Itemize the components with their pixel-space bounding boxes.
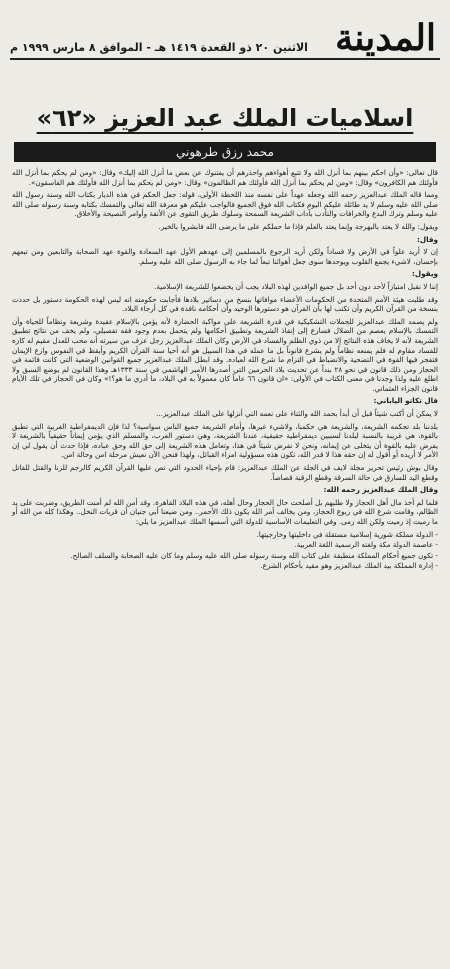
- list-item: - عاصمة الدولة مكة ولغته الرسمية اللغة العربية.: [294, 540, 438, 550]
- author-byline: محمد رزق طرهوني: [14, 142, 436, 162]
- article-title: اسلاميات الملك عبد العزيز «٦٢»: [36, 104, 414, 132]
- paragraph: ومما قاله الملك عبدالعزيز رحمه الله وجعله عهداً على نفسه منذ اللحظة الأولى، قوله: جعل الحكم في هذه الديار بكتاب الله وسنة رسول الله صلى الله عليه وسلم لا يد طائلة عليكم اليوم فكتاب الله فوق الجميع فالواجب عليكم هو معرفة الله تعالى والتمسك بكتابه وسنة رسوله صلى الله عليه وسلم وترك البدع والخرافات والتأدب بآداب الشريعة السمحة وسلوك طريق التقوى عن الأنفة وأوامر النصيحة والأخلاق.: [12, 190, 438, 219]
- dateline: الاثنين ٢٠ ذو القعدة ١٤١٩ هـ - الموافق ٨ مارس ١٩٩٩ م: [10, 41, 308, 54]
- list-item: - إدارة المملكة بيد الملك عبدالعزيز وهو مقيد بأحكام الشرع.: [260, 561, 438, 571]
- paragraph-heading: قال تكاتو الياباني:: [373, 396, 438, 406]
- paragraph: وقال بوش رئيس تحرير مجلة لايف في الجلة عن الملك عبدالعزيز: قام بإحياء الحدود التي نص عليها القرآن الكريم كالرجم للزنا والقتل للقاتل وقطع اليد للسارق في حالة السرقة وقطع الرقبة قصاصاً.: [12, 463, 438, 482]
- list-item: - الدولة مملكة شورية إسلامية مستقلة في داخليتها وخارجيتها.: [256, 529, 438, 539]
- paragraph: لا يمكن أن أكتب شيئاً قبل أن أبدأ بحمد الله والثناء على نعمه التي أنزلها على الملك عبدالعزيز...: [156, 409, 438, 419]
- paragraph-heading: وقال الملك عبدالعزيز رحمه الله:: [323, 485, 438, 495]
- paragraph: إن لا أريد علواً في الأرض ولا فساداً ولكن أريد الرجوع بالمسلمين إلى عهدهم الأول عهد السعادة والقوة عهد الصحابة والتابعين ومن تبعهم بإحسان، لاشيء يجمع القلوب ويوحدها سوى جعل أهوائنا تبعاً لما جاء به الرسول صلى الله عليه وسلم.: [12, 247, 438, 266]
- masthead: [10, 6, 440, 60]
- paragraph: فلما لم أخذ مال أهل الحجاز ولا طلبهم بل أصلحت حال الحجاز وحال أهله، في هذه البلاد القاهرة. وقد أمن الله لم أمنت الطريق، وضربت على يد الظالم، وقامت شرع الله في ربوع الحجاز، ومن يخالف أمر الله يكون ذلك الأحمر.. ومن ضيعنا أبي جنيان أن قربات النخل.. وهكذا كله من الله أو ما رميت إذ رميت ولكن الله رمى. وفي التعليمات الأساسية للدولة التي أسسها الملك عبدالعزيز ما يلي:: [12, 497, 438, 526]
- paragraph: وقد طلبت هيئة الأمم المتحدة من الحكومات الأعضاء موافاتها بنسخ من دساتير بلادها فأجابت حكومته انه ليس لهذه الحكومة دستور بل حددت بنسخة من القرآن الكريم وأن تكتب لها بأن القرآن هو دستورها الوحيد وأن أحكامه نافذة في كل أرجاء البلاد.: [12, 294, 438, 314]
- paragraph-heading: وقال:: [417, 234, 438, 244]
- paragraph: إننا لا نقبل امتيازاً لأحد دون أحد بل جميع الوافدين لهذه البلاد يجب أن يخضعوا للشريعة الإسلامية.: [154, 281, 438, 291]
- paragraph: ولم يصمد الملك عبدالعزيز للحملات التشكيكية في قدرة الشريعة على مواكبة الحضارة لأنه يؤمن بالإسلام عقيدة وشريعة ونظاماً للحياة وأن التمسك بالإسلام يعصم من الضلال فسارع إلى إنفاذ الشريعة وتطبيق أحكامها ولم يتحمل بعدم وجود فقه تفصيلي، ولم يخف من نتائج تطبيق الشريعة لأنه لا يخاف هذه النتائج إلا من ذوي الظلم والفساد في الأرض وكان الملك عبدالعزيز رجل عرف من سيرته أنه محب للعدل مقيم له كاره للفساد مقاوم له فلم يمنعه نظاماً ولم يشرع قانوناً بل ما عمله في هذا السبيل هو أنه أحيا سنة القرآن الكريم وأيقظ في النفوس وازع الإيمان فتفجر فيها القوة في التضحية والانضباط في التزام ما شرع الله لعباده. وقد ابطل الملك عبدالعزيز جميع القوانين الوضعية التي كانت قائمة في الحجاز ومن ذلك قانون في نحو ٢٨ بنداً عن تحديث بلاد الحرمين التي أصدرها الأمير الهاشمي في سنة ١٣٣٣هـ وهذا القانون لم يوضع السبق ولا اطلع عليه ولذا وجدنا في معنى الكتاب في الأولى: «ان قانون ٦٦ عاماً كان معمولاً به في البلاد، ما أدري ما هو؟!» وكان في الحجاز في تلك الأيام قانون الجزاء العثماني.: [12, 316, 438, 393]
- paragraph-heading: ويقول:: [412, 269, 438, 279]
- paragraph: قال تعالى: «وأن احكم بينهم بما أنزل الله ولا تتبع أهواءهم واحذرهم أن يفتنوك عن بعض ما أنزل الله إليك» وقال: «ومن لم يحكم بما أنزل الله فأولئك هم الكافرون» وقال: «ومن لم يحكم بما أنزل الله فأولئك هم الظالمون» وقال: «ومن لم يحكم بما أنزل الله فأولئك هم الفاسقون».: [12, 168, 438, 187]
- newspaper-logo: المدينة: [335, 17, 436, 59]
- list-item: - تكون جميع أحكام المملكة منطبقة على كتاب الله وسنة رسوله صلى الله عليه وسلم وما كان عليه الصحابة والسلف الصالح.: [70, 550, 438, 560]
- article-body: [10, 168, 440, 572]
- paragraph: بلدننا بلد تحكمه الشريعة، والشريعة هي حكمنا، ولاشيء غيرها، وأمام الشريعة جميع الناس سواسية؟ لذا فإن الديمقراطية الغربية التي تطبق بالقوة، هي غريبة بالنسبة لبلدنا لسببين ديمقراطية حقيقية، عندنا الشريعة، وهي دستور العرب، والمسلم الذي يؤمن إيماناً حقيقياً بالشريعة لا يفرض عليه بالقوة أن يتخلى عن إيمانه، ونحن لا نفرض شيئاً في هذا، وتعامل هذه الشريعة إلى حق الله وحق عباده، فإذا حدث أن يقول لي إن الأمر لا أريده أو أقول له إن حقه هذا لا قدر الله، تكون هذه مسؤولية امراء القبائل، ولهذا فنحن الآن نعيش مرحلة امن وحالة امن.: [12, 421, 438, 460]
- paragraph: ويقول: والله لا يعتد بالبهرجة وإنما يعتد بالعلم فإذا ما حملكم على ما يرضى الله فابشروا بالخير.: [158, 221, 438, 231]
